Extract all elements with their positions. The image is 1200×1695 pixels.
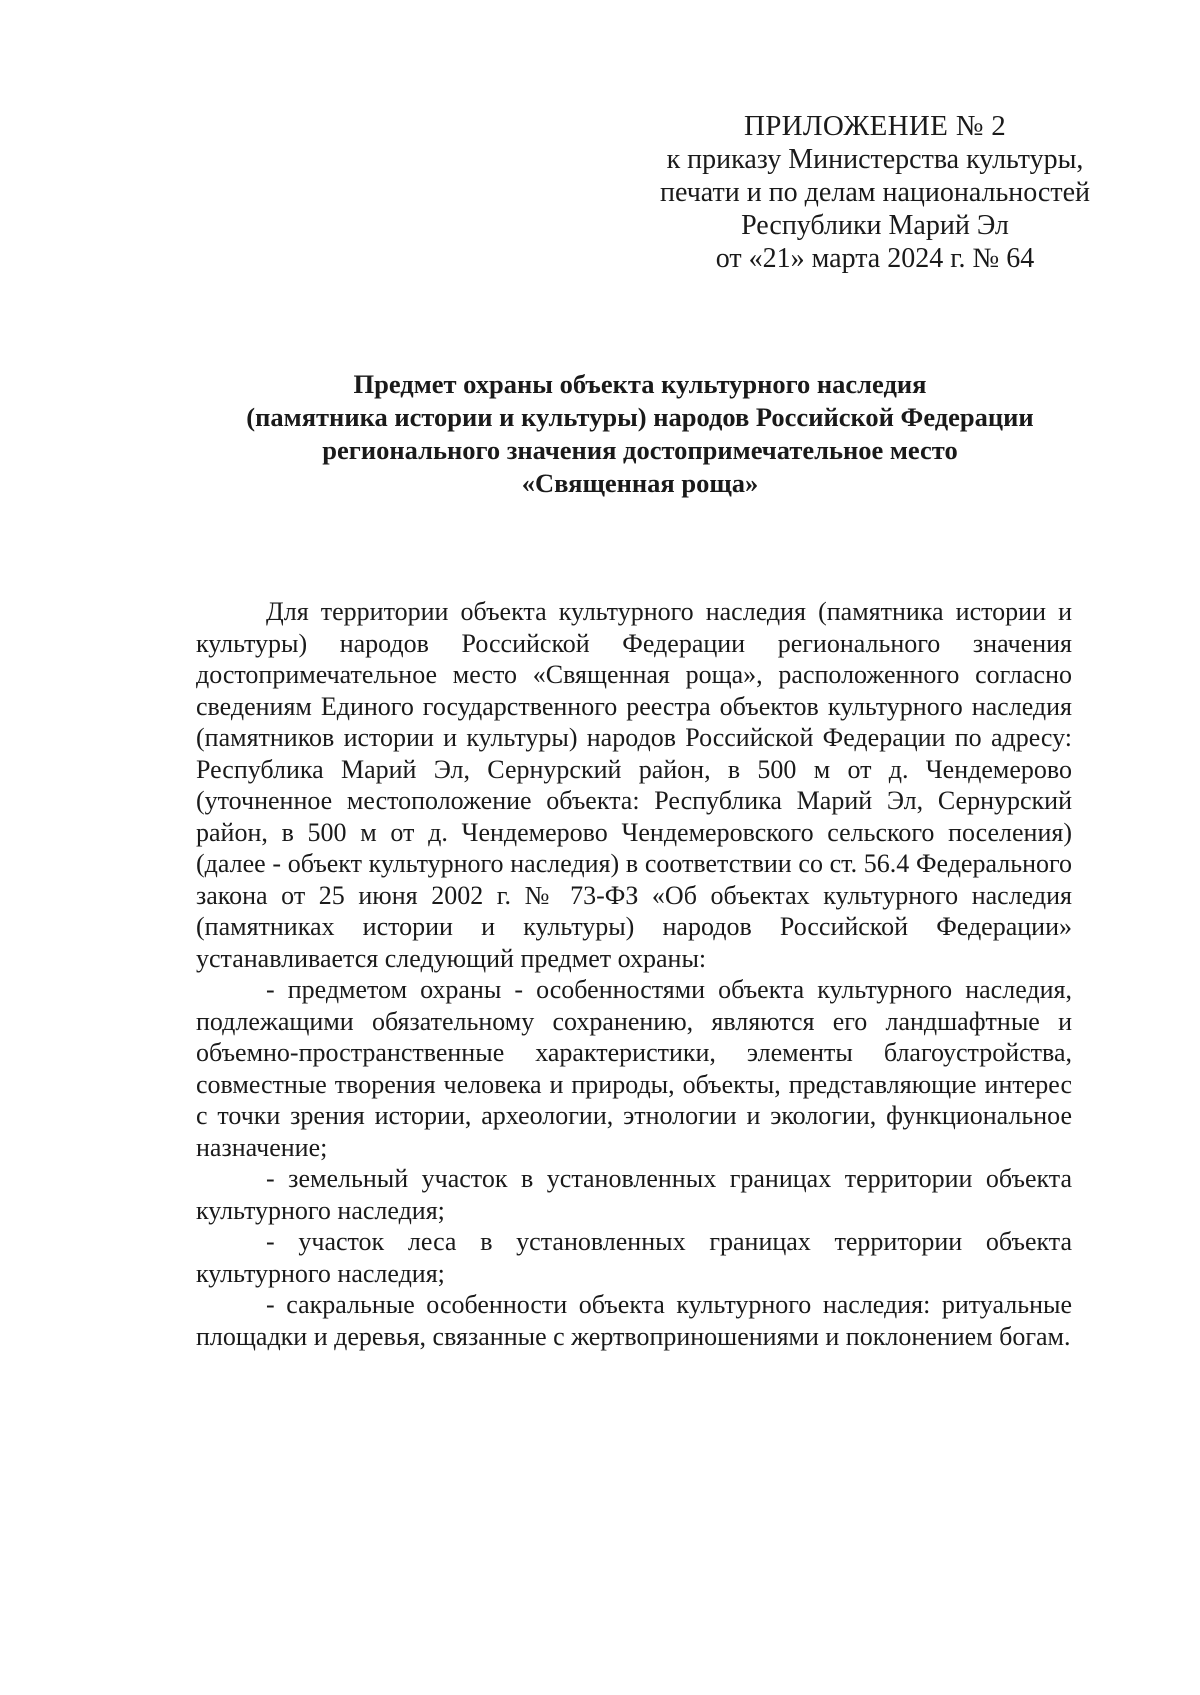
title-line-1: Предмет охраны объекта культурного наследия xyxy=(353,369,927,399)
protection-item-2: - земельный участок в установленных границах территории объекта культурного наследия; xyxy=(196,1164,1072,1225)
appendix-republic-line: Республики Марий Эл xyxy=(741,210,1009,241)
appendix-ministry-line: печати и по делам национальностей xyxy=(659,177,1091,208)
title-line-4: «Священная роща» xyxy=(521,468,759,498)
appendix-date-line: от «21» марта 2024 г. № 64 xyxy=(715,243,1035,274)
document-title xyxy=(150,368,1130,500)
protection-item-4: - сакральные особенности объекта культурного наследия: ритуальные площадки и деревья, связанные с жертвоприношениями и поклонением богам. xyxy=(196,1290,1072,1351)
appendix-number: ПРИЛОЖЕНИЕ № 2 xyxy=(743,110,1007,142)
appendix-order-line: к приказу Министерства культуры, xyxy=(666,144,1084,175)
title-line-2: (памятника истории и культуры) народов Российской Федерации xyxy=(246,402,1034,432)
appendix-header xyxy=(640,110,1110,275)
document-body xyxy=(196,596,1072,1352)
title-line-3: регионального значения достопримечательное место xyxy=(322,435,958,465)
protection-item-3: - участок леса в установленных границах территории объекта культурного наследия; xyxy=(196,1227,1072,1288)
protection-item-1: - предметом охраны - особенностями объекта культурного наследия, подлежащими обязательному сохранению, являются его ландшафтные и объемно-пространственные характеристики, элементы благоустройства, совместные творения человека и природы, объекты, представляющие интерес с точки зрения истории, археологии, этнологии и экологии, функциональное назначение; xyxy=(196,975,1072,1162)
intro-paragraph: Для территории объекта культурного наследия (памятника истории и культуры) народов Российской Федерации регионального значения достопримечательное место «Священная роща», расположенного согласно сведениям Единого государственного реестра объектов культурного наследия (памятников истории и культуры) народов Российской Федерации по адресу: Республика Марий Эл, Сернурский район, в 500 м от д. Чендемерово (уточненное местоположение объекта: Республика Марий Эл, Сернурский район, в 500 м от д. Чендемерово Чендемеровского сельского поселения) (далее - объект культурного наследия) в соответствии со ст. 56.4 Федерального закона от 25 июня 2002 г. № 73-ФЗ «Об объектах культурного наследия (памятниках истории и культуры) народов Российской Федерации» устанавливается следующий предмет охраны: xyxy=(196,597,1072,973)
